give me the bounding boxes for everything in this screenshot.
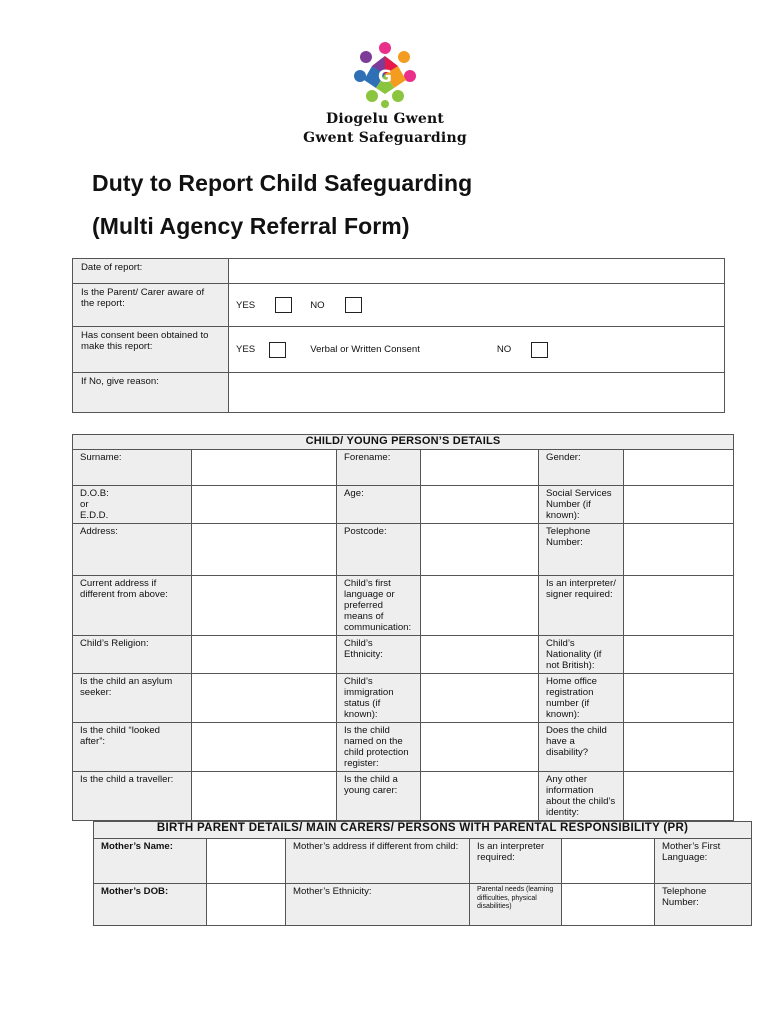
surname-field[interactable]: [192, 450, 337, 486]
forename-field[interactable]: [421, 450, 539, 486]
protection-register-label: Is the child named on the child protection register:: [337, 723, 421, 772]
mother-first-language-label: Mother’s First Language:: [655, 839, 752, 884]
date-of-report-label: Date of report:: [73, 259, 229, 284]
mother-name-label: Mother’s Name:: [94, 839, 207, 884]
young-carer-label: Is the child a young carer:: [337, 772, 421, 821]
consent-no-checkbox[interactable]: [531, 342, 548, 358]
interpreter-field[interactable]: [624, 576, 734, 636]
postcode-field[interactable]: [421, 524, 539, 576]
telephone-field[interactable]: [624, 524, 734, 576]
consent-yes-label: YES: [236, 344, 256, 355]
age-label: Age:: [337, 486, 421, 524]
parental-needs-label: Parental needs (learning difficulties, physical disabilities): [470, 884, 562, 926]
traveller-field[interactable]: [192, 772, 337, 821]
parent-aware-label: Is the Parent/ Carer aware of the report:: [73, 284, 229, 327]
disability-label: Does the child have a disability?: [539, 723, 624, 772]
home-office-field[interactable]: [624, 674, 734, 723]
consent-label: Has consent been obtained to make this report:: [73, 327, 229, 373]
nationality-field[interactable]: [624, 636, 734, 674]
immigration-label: Child’s immigration status (if known):: [337, 674, 421, 723]
aware-yes-checkbox[interactable]: [275, 297, 292, 313]
date-of-report-field[interactable]: [229, 259, 725, 284]
current-address-label: Current address if different from above:: [73, 576, 192, 636]
parental-needs-field[interactable]: [562, 884, 655, 926]
gender-field[interactable]: [624, 450, 734, 486]
traveller-label: Is the child a traveller:: [73, 772, 192, 821]
social-services-label: Social Services Number (if known):: [539, 486, 624, 524]
religion-field[interactable]: [192, 636, 337, 674]
org-name-english: Gwent Safeguarding: [303, 130, 467, 146]
org-name-welsh: Diogelu Gwent: [325, 111, 445, 127]
asylum-field[interactable]: [192, 674, 337, 723]
mother-ethnicity-label: Mother’s Ethnicity:: [286, 884, 470, 926]
telephone-label: Telephone Number:: [539, 524, 624, 576]
age-field[interactable]: [421, 486, 539, 524]
home-office-label: Home office registration number (if known):: [539, 674, 624, 723]
consent-yes-checkbox[interactable]: [269, 342, 286, 358]
immigration-field[interactable]: [421, 674, 539, 723]
dob-label: D.O.B: or E.D.D.: [73, 486, 192, 524]
dob-field[interactable]: [192, 486, 337, 524]
mother-dob-label: Mother’s DOB:: [94, 884, 207, 926]
young-carer-field[interactable]: [421, 772, 539, 821]
looked-after-label: Is the child “looked after”:: [73, 723, 192, 772]
asylum-label: Is the child an asylum seeker:: [73, 674, 192, 723]
gender-label: Gender:: [539, 450, 624, 486]
mother-telephone-label: Telephone Number:: [655, 884, 752, 926]
social-services-field[interactable]: [624, 486, 734, 524]
first-language-label: Child’s first language or preferred means of communication:: [337, 576, 421, 636]
mother-dob-field[interactable]: [207, 884, 286, 926]
nationality-label: Child’s Nationality (if not British):: [539, 636, 624, 674]
surname-label: Surname:: [73, 450, 192, 486]
mother-name-field[interactable]: [207, 839, 286, 884]
aware-no-checkbox[interactable]: [345, 297, 362, 313]
child-details-table: [72, 434, 734, 821]
no-reason-field[interactable]: [229, 373, 725, 413]
parent-section-heading: BIRTH PARENT DETAILS/ MAIN CARERS/ PERSONS WITH PARENTAL RESPONSIBILITY (PR): [94, 822, 752, 839]
interpreter-label: Is an interpreter/ signer required:: [539, 576, 624, 636]
consent-options: [229, 327, 725, 373]
consent-type-label: Verbal or Written Consent: [310, 344, 420, 355]
identity-field[interactable]: [624, 772, 734, 821]
parent-aware-options: [229, 284, 725, 327]
mother-interpreter-label: Is an interpreter required:: [470, 839, 562, 884]
mother-interpreter-field[interactable]: [562, 839, 655, 884]
disability-field[interactable]: [624, 723, 734, 772]
page-title: Duty to Report Child Safeguarding: [92, 170, 473, 196]
gwent-safeguarding-logo-icon: [350, 40, 420, 108]
no-reason-label: If No, give reason:: [73, 373, 229, 413]
page-subtitle: (Multi Agency Referral Form): [92, 213, 410, 239]
svg-text:G: G: [378, 67, 392, 87]
ethnicity-field[interactable]: [421, 636, 539, 674]
address-label: Address:: [73, 524, 192, 576]
identity-label: Any other information about the child’s identity:: [539, 772, 624, 821]
aware-yes-label: YES: [236, 299, 256, 311]
report-details-table: [72, 258, 725, 413]
ethnicity-label: Child’s Ethnicity:: [337, 636, 421, 674]
first-language-field[interactable]: [421, 576, 539, 636]
current-address-field[interactable]: [192, 576, 337, 636]
mother-address-label: Mother’s address if different from child:: [286, 839, 470, 884]
address-field[interactable]: [192, 524, 337, 576]
parent-details-table: [93, 821, 752, 926]
forename-label: Forename:: [337, 450, 421, 486]
religion-label: Child’s Religion:: [73, 636, 192, 674]
looked-after-field[interactable]: [192, 723, 337, 772]
child-section-heading: CHILD/ YOUNG PERSON’S DETAILS: [73, 435, 734, 450]
protection-register-field[interactable]: [421, 723, 539, 772]
aware-no-label: NO: [310, 299, 325, 311]
logo: [0, 40, 770, 148]
consent-no-label: NO: [496, 344, 512, 355]
postcode-label: Postcode:: [337, 524, 421, 576]
